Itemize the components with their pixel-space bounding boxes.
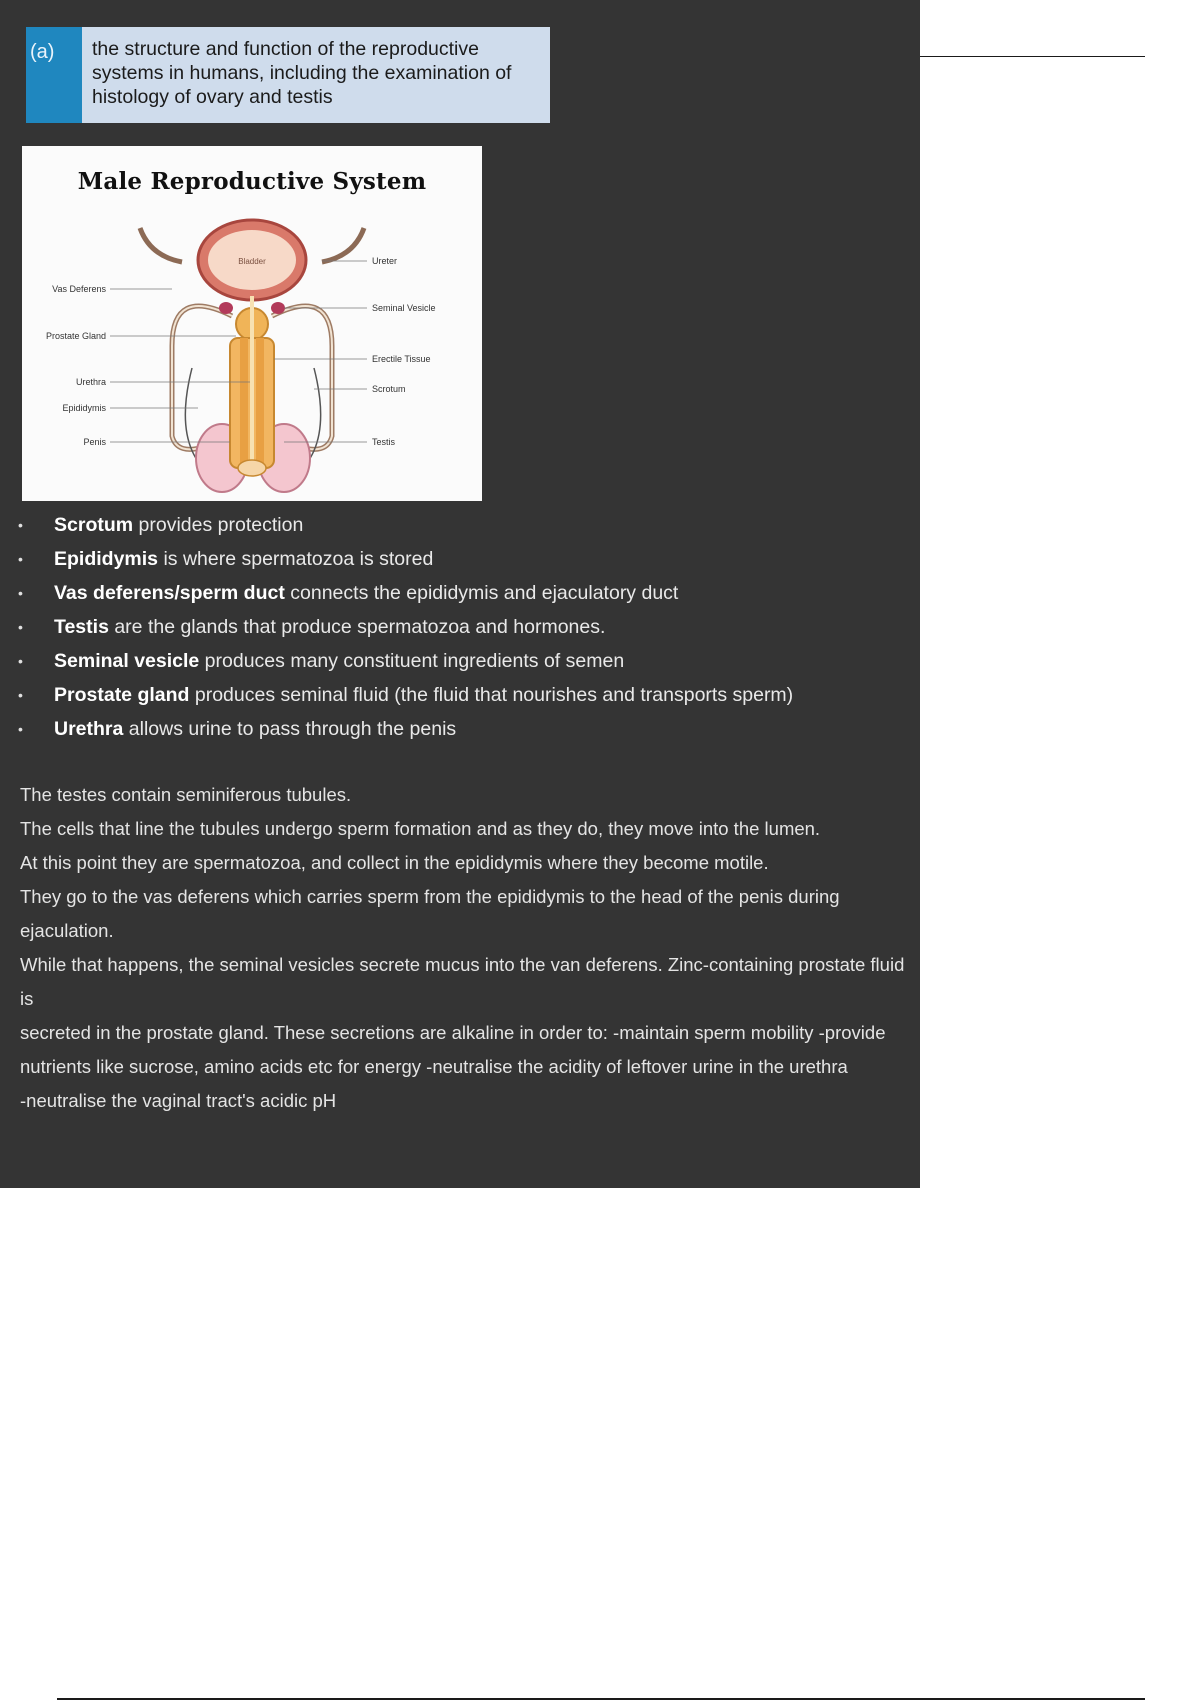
list-item xyxy=(18,576,898,610)
term: Seminal vesicle xyxy=(54,650,200,672)
description: connects the epididymis and ejaculatory duct xyxy=(284,582,679,604)
label-seminal-vesicle: Seminal Vesicle xyxy=(372,303,436,313)
list-item xyxy=(18,508,898,542)
term: Vas deferens/sperm duct xyxy=(54,582,285,604)
label-bladder: Bladder xyxy=(238,257,266,266)
term: Prostate gland xyxy=(54,684,190,706)
glans-shape xyxy=(238,460,266,476)
list-item xyxy=(18,644,898,678)
list-item xyxy=(18,678,898,712)
bullet-icon: • xyxy=(18,517,23,533)
paragraph-line: While that happens, the seminal vesicles secrete mucus into the van deferens. Zinc-containing prostate fluid is xyxy=(20,954,905,1009)
bullet-icon: • xyxy=(18,687,23,703)
paragraph-line: nutrients like sucrose, amino acids etc for energy -neutralise the acidity of leftover urine in the urethra xyxy=(20,1056,848,1077)
bullet-icon: • xyxy=(18,653,23,669)
bullet-icon: • xyxy=(18,585,23,601)
bullet-icon: • xyxy=(18,619,23,635)
paragraph-line: secreted in the prostate gland. These secretions are alkaline in order to: -maintain sperm mobility -provide xyxy=(20,1022,886,1043)
ureter-right-shape xyxy=(322,228,364,262)
specification-box xyxy=(26,27,550,123)
paragraph-line: The testes contain seminiferous tubules. xyxy=(20,784,352,805)
label-erectile-tissue: Erectile Tissue xyxy=(372,354,431,364)
description: produces many constituent ingredients of semen xyxy=(199,650,625,672)
urethra-shape xyxy=(250,296,254,466)
ureter-left-shape xyxy=(140,228,182,262)
label-prostate-gland: Prostate Gland xyxy=(45,331,106,341)
erectile-tissue-right xyxy=(256,338,264,463)
list-item xyxy=(18,542,898,576)
paragraph-line: -neutralise the vaginal tract's acidic pH xyxy=(20,1090,337,1111)
bullet-icon: • xyxy=(18,721,23,737)
list-item xyxy=(18,712,898,746)
spec-text: the structure and function of the reproductive systems in humans, including the examination of histology of ovary and testis xyxy=(92,38,512,108)
term: Testis xyxy=(54,616,109,638)
label-urethra: Urethra xyxy=(75,377,106,387)
description: is where spermatozoa is stored xyxy=(158,548,434,570)
description: allows urine to pass through the penis xyxy=(123,718,457,740)
description: produces seminal fluid (the fluid that nourishes and transports sperm) xyxy=(189,684,794,706)
label-penis: Penis xyxy=(83,437,106,447)
seminal-vesicle-left-shape xyxy=(219,302,233,314)
paragraph-line: They go to the vas deferens which carries sperm from the epididymis to the head of the penis during ejaculation. xyxy=(20,886,840,941)
term: Epididymis xyxy=(54,548,159,570)
description: are the glands that produce spermatozoa and hormones. xyxy=(108,616,606,638)
paragraph-line: At this point they are spermatozoa, and collect in the epididymis where they become motile. xyxy=(20,852,769,873)
description: provides protection xyxy=(133,514,304,536)
label-scrotum: Scrotum xyxy=(372,384,406,394)
term: Scrotum xyxy=(54,514,134,536)
list-item xyxy=(18,610,898,644)
reproductive-system-illustration xyxy=(22,146,482,501)
erectile-tissue-left xyxy=(240,338,248,463)
male-reproductive-diagram xyxy=(22,146,482,501)
label-ureter: Ureter xyxy=(372,256,398,266)
label-vas-deferens: Vas Deferens xyxy=(52,284,106,294)
label-testis: Testis xyxy=(372,437,396,447)
diagram-title: Male Reproductive System xyxy=(77,168,427,195)
term: Urethra xyxy=(54,718,124,740)
paragraph-line: The cells that line the tubules undergo sperm formation and as they do, they move into the lumen. xyxy=(20,818,821,839)
label-epididymis: Epididymis xyxy=(62,403,106,413)
seminal-vesicle-right-shape xyxy=(271,302,285,314)
spec-label: (a) xyxy=(26,27,82,123)
explanation-paragraph xyxy=(20,778,905,1118)
organ-function-list xyxy=(18,508,898,746)
bullet-icon: • xyxy=(18,551,23,567)
page-rule-top xyxy=(920,56,1145,57)
